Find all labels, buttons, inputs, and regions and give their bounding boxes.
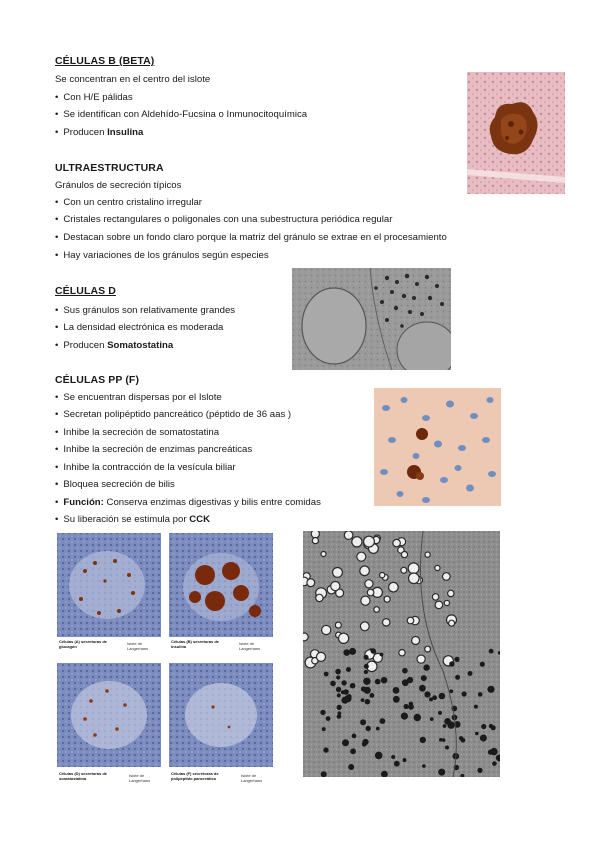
granule-ring [425,552,430,557]
caption-b: Células (B) secretoras de insulina [171,639,220,649]
granule-ring [357,552,366,561]
caption-f-side: Islote de Langerhans [241,773,263,783]
granule-ring [401,552,407,558]
pp-bullet-4: • Inhibe la secreción de enzimas pancreáticas [55,444,252,456]
granule-dense [364,670,368,674]
delta-bullet-3: • Producen Somatostatina [55,340,173,352]
granule-dense [336,687,341,692]
granule-ring [312,538,318,544]
granule-ring [383,619,390,626]
granule-ring [374,607,380,613]
granule-dense [478,692,483,697]
pp-ihc-micrograph [374,388,501,506]
granule-dense [394,761,400,767]
granule-ring [360,566,370,576]
granule-dense [492,761,497,766]
granule-ring [444,600,449,605]
granule-dense [481,724,486,729]
granule-dense [361,698,365,702]
granule-dense [380,653,384,657]
granule-dense [364,687,371,694]
pp-bullet-5: • Inhibe la contracción de la vesícula biliar [55,462,236,474]
granule-dense [422,764,426,768]
ultra-bullet-4: • Hay variaciones de los gránulos según especies [55,250,269,262]
granule-dense [323,747,328,752]
granule-dense [337,705,342,710]
granule-dense [350,683,356,689]
granule-ring [331,582,340,591]
granule-ring [417,655,425,663]
granule-ring [367,589,374,596]
granules-em-micrograph [303,531,500,777]
caption-b-side: Islote de Langerhans [239,641,261,651]
ultra-intro: Gránulos de secreción típicos [55,180,182,191]
granule-ring [448,590,454,596]
granule-ring [333,568,343,578]
granule-dense [430,717,434,721]
granule-ring [384,596,390,602]
granule-dense [455,675,460,680]
granule-dense [364,664,369,669]
granule-dense [424,691,430,697]
beta-islet-micrograph [467,72,565,194]
granule-dense [438,769,445,776]
pp-bullet-2: • Secretan polipéptido pancreático (péptido de 36 aas ) [55,409,291,421]
granule-ring [407,617,414,624]
beta-title: CÉLULAS B (BETA) [55,55,155,67]
granule-dense [375,679,381,685]
granule-dense [320,710,325,715]
delta-em-micrograph [292,268,451,370]
granule-dense [336,675,340,679]
granule-dense [330,681,336,687]
granule-dense [432,695,437,700]
delta-title: CÉLULAS D [55,285,116,297]
granule-dense [346,667,351,672]
granule-ring [316,594,323,601]
beta-bullet-2: • Se identifican con Aldehído-Fucsina o Inmunocitoquímica [55,109,307,121]
granule-dense [362,739,368,745]
granule-dense [347,694,352,699]
granule-dense [348,764,354,770]
granule-dense [438,711,442,715]
granule-dense [366,726,371,731]
granule-dense [490,748,497,755]
beta-bullet-1: • Con H/E pálidas [55,92,133,104]
granule-dense [404,704,409,709]
granule-dense [393,687,400,694]
pp-bullet-3: • Inhibe la secreción de somatostatina [55,427,219,439]
granule-dense [335,669,341,675]
granule-ring [449,620,455,626]
ultra-bullet-2: • Cristales rectangulares o poligonales con una subestructura periódica regular [55,214,392,226]
granule-dense [365,699,371,705]
ultra-bullet-1: • Con un centro cristalino irregular [55,197,202,209]
caption-a: Células (A) secretoras de glucagón [59,639,108,649]
granule-ring [409,573,420,584]
pp-bullet-6: • Bloquea secreción de bilis [55,479,175,491]
caption-d: Células (D) secretoras de somatostatina [59,771,108,781]
beta-bullet-3: • Producen Insulina [55,127,143,139]
granule-ring [361,596,370,605]
granule-dense [371,648,376,653]
granule-dense [360,719,366,725]
granule-dense [343,689,349,695]
granule-dense [459,736,463,740]
granule-dense [420,737,426,743]
granule-ring [321,552,326,557]
granule-ring [364,536,375,547]
granule-dense [449,661,454,666]
granule-dense [443,724,447,728]
granule-dense [439,693,446,700]
granule-ring [443,573,451,581]
granule-dense [474,705,478,709]
pp-bullet-1: • Se encuentran dispersas por el Islote [55,392,222,404]
granule-dense [480,735,487,742]
granule-ring [307,579,315,587]
granule-dense [444,718,451,725]
granule-ring [303,633,308,641]
granule-ring [393,539,400,546]
granule-dense [419,685,426,692]
granule-dense [489,649,494,654]
granule-ring [335,622,341,628]
granule-dense [489,724,493,728]
caption-f: Células (F) secretoras de polipéptido pancreático [171,771,219,781]
caption-d-side: Islote de Langerhans [129,773,151,783]
granule-ring [408,563,419,574]
granule-dense [408,704,414,710]
granule-ring [435,565,440,570]
granule-dense [487,686,494,693]
pp-title: CÉLULAS PP (F) [55,374,140,386]
beta-intro: Se concentran en el centro del islote [55,74,211,85]
granule-dense [468,671,473,676]
ultra-bullet-3: • Destacan sobre un fondo claro porque la matriz del gránulo se extrae en el procesamiento [55,232,447,244]
granule-ring [365,580,373,588]
granule-dense [480,662,485,667]
granule-dense [475,732,479,736]
granule-ring [360,622,369,631]
granule-ring [380,573,385,578]
granule-dense [375,752,383,760]
granule-dense [401,713,408,720]
granule-ring [389,582,399,592]
granule-ring [317,652,326,661]
granule-dense [350,748,356,754]
granule-dense [421,675,427,681]
granule-dense [445,746,449,750]
granule-ring [412,637,420,645]
granule-dense [449,689,453,693]
granule-dense [402,668,408,674]
granule-dense [324,672,329,677]
granule-ring [339,633,349,643]
granule-dense [454,657,459,662]
granule-ring [435,601,443,609]
granule-dense [338,711,342,715]
granule-dense [393,696,400,703]
granule-dense [402,679,409,686]
granule-dense [337,693,341,697]
granule-dense [370,693,375,698]
granule-dense [364,655,369,660]
granule-dense [343,649,350,656]
islet-panel-figure [55,531,277,789]
granule-dense [349,648,356,655]
granule-ring [401,567,407,573]
granule-dense [423,664,429,670]
granule-dense [376,727,380,731]
delta-bullet-1: • Sus gránulos son relativamente grandes [55,305,235,317]
granule-ring [432,594,438,600]
granule-ring [352,537,362,547]
granule-dense [462,691,467,696]
granule-dense [477,768,482,773]
granule-dense [322,727,326,731]
granule-dense [363,678,370,685]
pp-bullet-7: • Función: Conserva enzimas digestivas y bilis entre comidas [55,497,321,509]
granule-dense [342,739,349,746]
granule-ring [344,531,353,539]
granule-dense [341,680,346,685]
granule-dense [381,677,388,684]
granule-dense [403,758,407,762]
pp-bullet-8: • Su liberación se estimula por CCK [55,514,210,526]
granule-dense [439,738,443,742]
granule-dense [380,718,386,724]
granule-dense [414,714,421,721]
granule-dense [352,734,357,739]
ultra-title: ULTRAESTRUCTURA [55,162,164,174]
granule-ring [399,650,405,656]
granule-ring [425,646,431,652]
granule-ring [322,625,331,634]
caption-a-side: Islote de Langerhans [127,641,149,651]
delta-bullet-2: • La densidad electrónica es moderada [55,322,223,334]
granule-dense [326,716,331,721]
granule-dense [391,755,395,759]
